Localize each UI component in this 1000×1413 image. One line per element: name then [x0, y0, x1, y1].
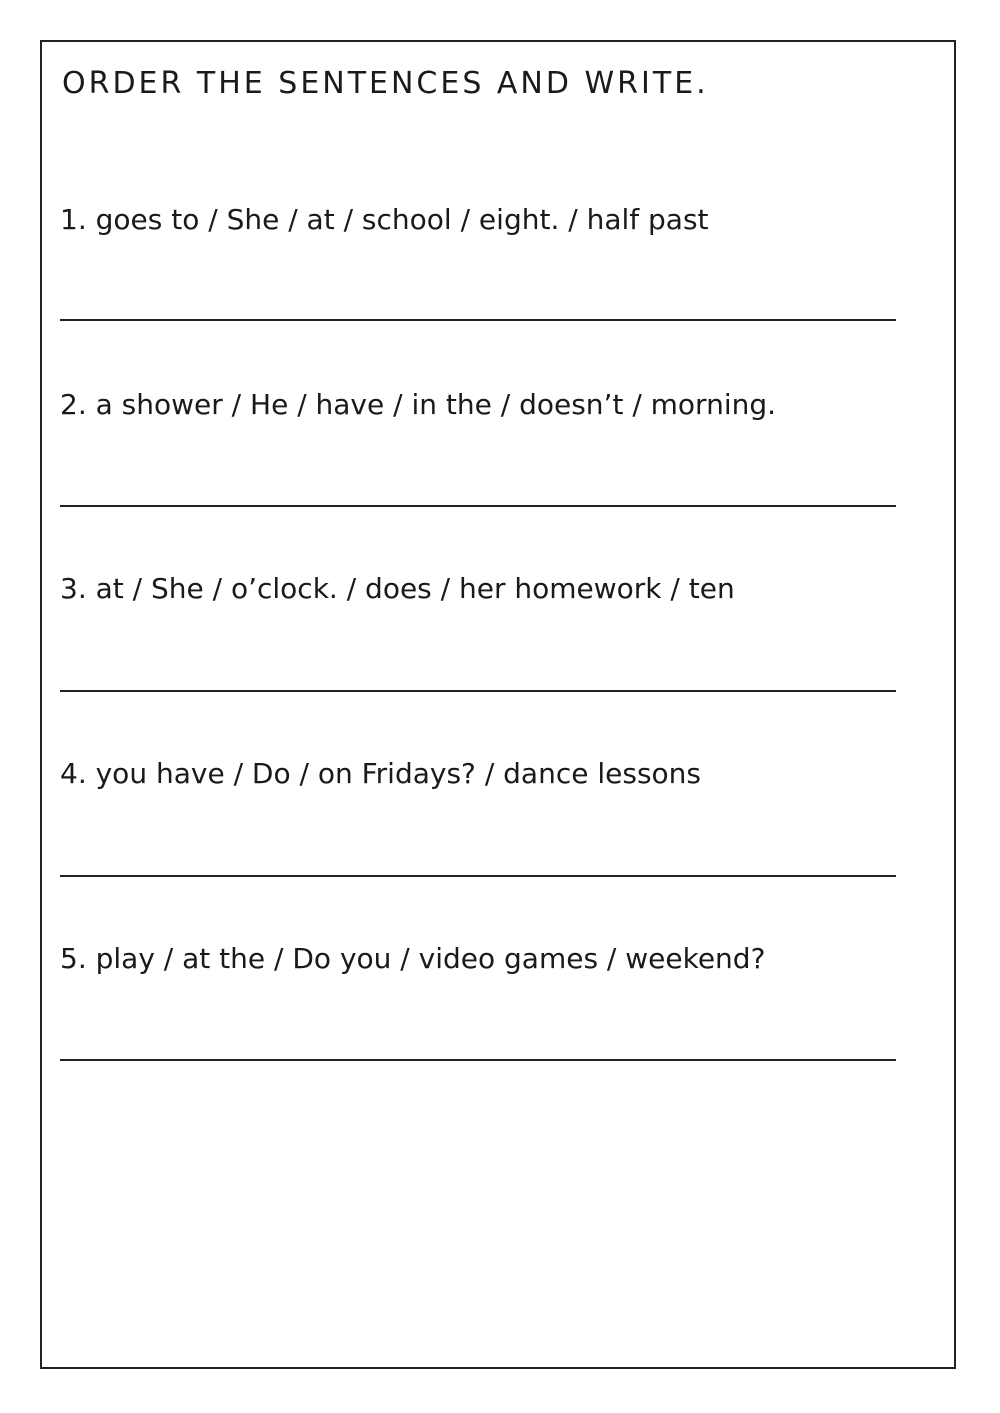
- answer-line-4[interactable]: [60, 875, 896, 877]
- question-5: 5. play / at the / Do you / video games / weekend?: [60, 942, 766, 975]
- answer-line-1[interactable]: [60, 319, 896, 321]
- answer-line-5[interactable]: [60, 1059, 896, 1061]
- question-3: 3. at / She / o’clock. / does / her homework / ten: [60, 572, 735, 605]
- question-2: 2. a shower / He / have / in the / doesn’t / morning.: [60, 388, 777, 421]
- question-1: 1. goes to / She / at / school / eight. / half past: [60, 203, 709, 236]
- question-4: 4. you have / Do / on Fridays? / dance lessons: [60, 757, 701, 790]
- answer-line-3[interactable]: [60, 690, 896, 692]
- worksheet-title: ORDER THE SENTENCES AND WRITE.: [62, 66, 709, 101]
- answer-line-2[interactable]: [60, 505, 896, 507]
